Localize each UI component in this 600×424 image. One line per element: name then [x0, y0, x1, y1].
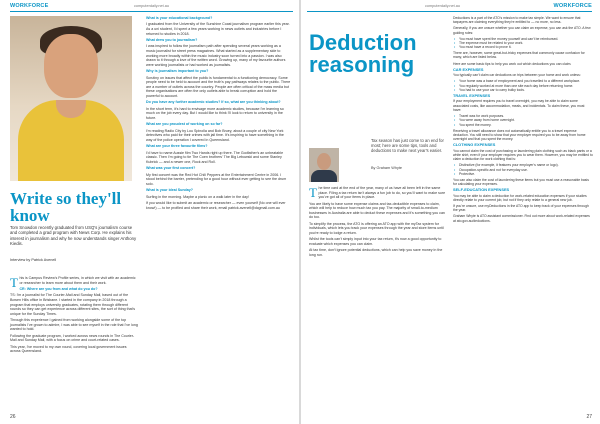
page-number: 26: [10, 414, 16, 420]
bullet-list: [453, 79, 593, 92]
bullet-item: • You regularly worked at more than one site each day before returning home.: [457, 84, 593, 88]
left-page: [0, 0, 299, 424]
photo-face: [44, 34, 98, 98]
question: What was your first concert?: [146, 166, 196, 171]
header-rule: [307, 11, 592, 12]
answer: I was inspired to follow the journalism path after spending several years working as a music journalist for street press magazines. What started as a supplementary side to working more broadly within the music industry soon turned into a passion. I was also drawn to it through a love of the written word. Growing up, many of my favourite authors were working journalists or had worked as journalists.: [146, 44, 286, 67]
question: Do you have any further academic studies? If so, what are you thinking about?: [146, 100, 281, 105]
bullet-list: [453, 163, 593, 176]
title-line: reasoning: [309, 52, 415, 77]
bullet-item: • Occupation-specific and not for everyday use.: [457, 168, 593, 172]
article-headline: Write so they'll know: [10, 189, 122, 225]
answer: In the short term, it's hard to envisage more academic studies, because I'm learning so much on the job every day. But I would like to think I'll look to return to university in the future.: [146, 106, 284, 120]
closing-note: If you would like to submit an academic or researcher — even yourself (No one will ever know!) — to be profiled and share their work, email patrick.avenell@dcgmail.com.au: [146, 200, 286, 210]
answer: This year, I've moved to my own round, covering local government issues across Queensland.: [10, 344, 127, 354]
site-url[interactable]: computerdaily.net.au: [425, 4, 460, 8]
bullet-list: [453, 37, 593, 50]
article-standfirst: Tom Snowdon recently graduated from USQ's journalism course and completed a grad program with News Corp. He explains his interest in journalism and why he now understands singer Anthony Kiedis.: [10, 225, 137, 247]
answer: I graduated from the University of the Sunshine Coast journalism program earlier this year. As a uni student, I'd spent a few years working in news outlets and industries before I returned to studies in 2018.: [146, 22, 290, 36]
author-bio: Graham Whyte is ATO assistant commissioner. Find out more about work-related expenses at ato.gov.au/deductions.: [453, 214, 590, 223]
question: Why is journalism important to you?: [146, 69, 209, 74]
answer: I'm reading Radio City by Lou Spinolla and Bob Bruey, about a couple of city New York detectives who paid for their crimes with jail time. It's inspiring to have something in the way of the police operation I covered in Queensland.: [146, 128, 284, 142]
body-paragraph: Generally, if you are unsure whether you can claim an expense, you can ask the ATO. A few guiding rules:: [453, 26, 591, 35]
question: What is your ideal Sunday?: [146, 188, 193, 193]
body-paragraph: There are, however, some great-but-tricky expenses that commonly cause confusion for many, which are listed below.: [453, 51, 585, 60]
question: What are you proudest of working on so far?: [146, 122, 223, 127]
body-paragraph: If you're unsure, use myDeductions in the ATO app to keep track of your expenses through the year.: [453, 204, 589, 213]
subhead-clothing: CLOTHING EXPENSES: [453, 142, 496, 148]
body-paragraph: If your employment requires you to travel overnight, you may be able to claim some associated costs, like accommodation, meals, and incidentals. To claim these, you must have:: [453, 99, 585, 113]
bullet-item: • Travel was for work purposes.: [457, 114, 593, 118]
answer: Surfing in the morning. Maybe a picnic on a walk later in the day!: [146, 194, 249, 199]
author-suit: [311, 170, 337, 182]
bullet-item: • The expense must be related to your work.: [457, 41, 593, 45]
drop-cap: T: [10, 275, 18, 290]
page-number: 27: [586, 414, 592, 420]
body-paragraph: Receiving a travel allowance does not automatically entitle you to a travel expense deduction. You still need to show that your employer required you to be away from home overnight and that you spent the money.: [453, 128, 586, 142]
bullet-item: • Your home was a base of employment and you travelled to a different workplace.: [457, 79, 593, 83]
profile-photo: [10, 16, 132, 181]
bullet-list: [453, 114, 593, 127]
header-rule: [10, 11, 293, 12]
article-title: [309, 32, 444, 76]
answer: Following the graduate program, I worked across news rounds in The Courier-Mail and Sunday Mail, with a focus on crime and court-related cases.: [10, 333, 135, 343]
body-paragraph: Whilst the tools can't simply input into your tax return, it's now a good opportunity to evaluate which expenses you can claim.: [309, 237, 442, 246]
body-paragraph: You typically can't claim car deductions on trips between your home and work unless:: [453, 73, 581, 78]
answer: I'd have to name Aussie film Two Hands right up there. The Godfather's an unbeatable classic. Then I'm going to tie The Coen brothers' The Big Lebowski and some Stanley Kubrick — and a newer one, Rock and Roll.: [146, 150, 284, 164]
right-page: [301, 0, 600, 424]
answer: Scrutiny on issues that affect the public is fundamental to a functioning democracy. Some people need to be held to account and the truth's pay pathways relates to the public. There are a number of outlets across the country. People are often critical of the mass media but these organisations are often the only outlets able to break corruption and hold the powerful to account.: [146, 75, 291, 98]
bullet-item: • Distinctive (for example, it features your employer's name or logo).: [457, 163, 593, 167]
left-column-1: [10, 276, 138, 356]
bullet-item: • Protective.: [457, 172, 593, 176]
left-column-2: [146, 16, 291, 212]
subhead-car: CAR EXPENSES: [453, 66, 484, 72]
intro-paragraph: This is Campus Review's Profile series, in which we visit with an academic or researcher to learn more about them and their work.: [10, 275, 136, 290]
article-byline: By Graham Whyte: [371, 166, 403, 170]
intro-paragraph: The time card at the end of the year, many of us have all been left in the same place. Filing a tax return isn't always a fun job to do, so you'll want to make sure you've got all of your items in place.: [309, 185, 446, 200]
site-url[interactable]: computerdaily.net.au: [134, 4, 169, 8]
body-paragraph: At tax time, don't ignore potential deductions, which can help you save money in the long run.: [309, 248, 443, 257]
bullet-item: • You were away from home overnight.: [457, 118, 593, 122]
body-paragraph: Here are some basic tips to help you work out which deductions you can claim.: [453, 61, 572, 66]
drop-cap: T: [309, 185, 317, 200]
right-column-2: [453, 16, 593, 225]
left-header: [0, 0, 299, 13]
article-byline: Interview by Patrick Avenell: [10, 258, 57, 262]
section-label: WORKFORCE: [553, 3, 592, 9]
body-paragraph: You may be able to claim a deduction for work-related education expenses if your studies directly relate to your current job, but not if they only relate to a general new job.: [453, 193, 587, 202]
body-paragraph: You can also claim the cost of laundering these items but you must use a reasonable basis for calculating your expenses.: [453, 177, 589, 187]
subhead-self-education: SELF-EDUCATION EXPENSES: [453, 187, 510, 193]
question: What drew you to journalism?: [146, 37, 198, 42]
subhead-travel: TRAVEL EXPENSES: [453, 93, 491, 99]
body-paragraph: To simplify the process, the ATO is offering an ATO app with the myTax system for individuals, which lets you track your expenses through the year and store items until you're ready to lodge a return.: [309, 221, 444, 235]
bullet-item: • You must have a record to prove it.: [457, 45, 593, 49]
right-header: [301, 0, 600, 13]
bullet-item: • You must have spent the money yourself and can't be reimbursed.: [457, 37, 593, 41]
article-standfirst: Tax season has just come to an end for most; here are some tips, tools and deductions to make next year's easier.: [371, 138, 444, 154]
author-face: [317, 153, 331, 170]
author-photo: [309, 148, 339, 182]
section-label: WORKFORCE: [10, 3, 49, 9]
answer: Through this experience I gained from working alongside some of the top journalists I've grown to admire, I was able to see myself in the role that I've long wanted to hold.: [10, 318, 138, 332]
question: CR: Where are you from and what do you do?: [19, 286, 98, 291]
question: What are your three favourite films?: [146, 144, 208, 149]
bullet-item: • You had to use your car to carry bulky tools.: [457, 88, 593, 92]
body-paragraph: You cannot claim the cost of purchasing or laundering plain clothing such as black pants or a white shirt, even if your employer requires you to wear them. However, you may be entitled to claim a deduction for work clothing that is:: [453, 148, 593, 162]
body-paragraph: Deductions is a part of the ATO's mission to make tax simple. We want to ensure that taxpayers are claiming everything they're entitled to — no more, no less.: [453, 16, 581, 25]
bullet-item: • You spent the money.: [457, 123, 593, 127]
body-paragraph: You are likely to have some expense claims and tax-deductible expenses to claim, which will help to reduce how much tax you pay. The majority of small-to-medium businesses in Australia are able to deduct these expenses and it's something you can do too.: [309, 201, 445, 220]
right-column-1: [309, 186, 447, 259]
title-line: Deduction: [309, 30, 417, 55]
question: What is your educational background?: [146, 16, 213, 20]
answer: My first concert was the Red Hot Chili Peppers at the Entertainment Centre in 2006. I stood behind the barrier, pretending for a good hour without ever getting to see the drum solo.: [146, 172, 287, 186]
answer: TS: I'm a journalist for The Courier-Mail and Sunday Mail, based out of the Bowen Hills office in Brisbane. I started in the company in 2018 through a program that employs university graduates, rotating them through different rounds so they can get experience across different sites, the sort of thing that's unique for the Sunday Times.: [10, 293, 136, 316]
